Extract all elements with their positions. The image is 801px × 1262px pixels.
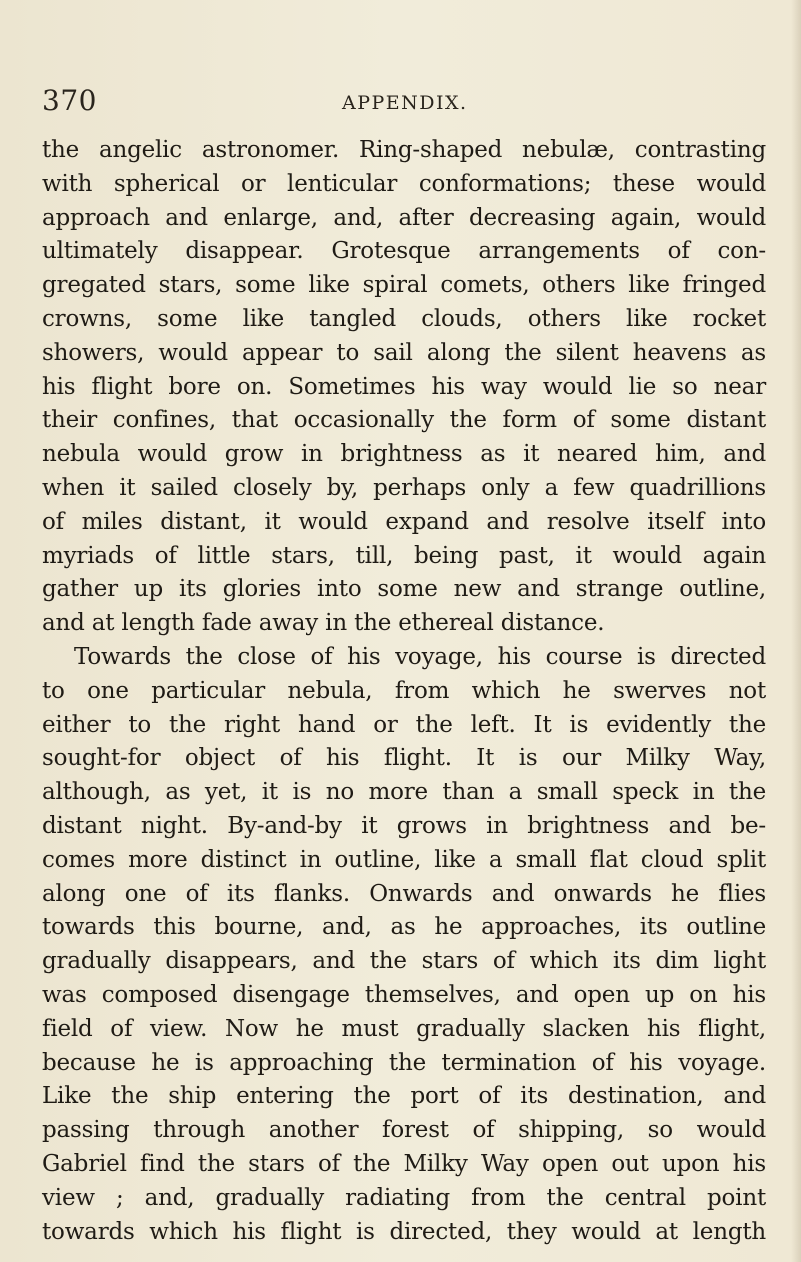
body-text — [42, 134, 766, 1249]
text-line: towards this bourne, and, as he approaches, its outline — [42, 914, 766, 941]
text-line: Towards the close of his voyage, his course is directed — [74, 643, 766, 670]
text-line: although, as yet, it is no more than a small speck in the — [42, 779, 766, 806]
text-line: gradually disappears, and the stars of which its dim light — [42, 948, 766, 975]
text-line: because he is approaching the termination of his voyage. — [42, 1049, 766, 1076]
text-line: crowns, some like tangled clouds, others like rocket — [42, 305, 766, 332]
text-line: distant night. By-and-by it grows in brightness and be- — [42, 812, 766, 839]
text-line: of miles distant, it would expand and resolve itself into — [42, 508, 766, 535]
text-line: when it sailed closely by, perhaps only a few quadrillions — [42, 474, 766, 501]
page-edge-shadow — [791, 0, 801, 1262]
text-line: approach and enlarge, and, after decreasing again, would — [42, 204, 766, 231]
text-line: ultimately disappear. Grotesque arrangements of con- — [42, 238, 766, 265]
text-line: and at length fade away in the ethereal distance. — [42, 610, 605, 637]
text-line: gather up its glories into some new and strange outline, — [42, 576, 766, 603]
text-line: to one particular nebula, from which he swerves not — [42, 677, 766, 704]
text-line: gregated stars, some like spiral comets, others like fringed — [42, 272, 766, 299]
text-line: view ; and, gradually radiating from the central point — [42, 1184, 766, 1211]
text-line: either to the right hand or the left. It is evidently the — [42, 711, 766, 738]
text-line: showers, would appear to sail along the silent heavens as — [42, 339, 766, 366]
text-line: myriads of little stars, till, being past, it would again — [42, 542, 766, 569]
page-header — [42, 84, 468, 124]
text-line: with spherical or lenticular conformations; these would — [42, 170, 766, 197]
text-line: was composed disengage themselves, and open up on his — [42, 981, 766, 1008]
text-line: Gabriel find the stars of the Milky Way open out upon his — [42, 1150, 766, 1177]
text-line: the angelic astronomer. Ring-shaped nebulæ, contrasting — [42, 137, 766, 163]
running-head: APPENDIX. — [342, 92, 468, 114]
text-line: nebula would grow in brightness as it neared him, and — [42, 441, 766, 468]
text-line: passing through another forest of shipping, so would — [42, 1117, 766, 1144]
text-line: Like the ship entering the port of its destination, and — [42, 1083, 766, 1110]
text-line: comes more distinct in outline, like a small flat cloud split — [42, 846, 766, 873]
text-line: their confines, that occasionally the form of some distant — [42, 407, 766, 434]
text-line: towards which his flight is directed, they would at length — [42, 1218, 766, 1245]
text-line: his flight bore on. Sometimes his way would lie so near — [42, 373, 766, 400]
text-line: field of view. Now he must gradually slacken his flight, — [42, 1015, 766, 1042]
page-number: 370 — [42, 84, 97, 117]
text-line: along one of its flanks. Onwards and onwards he flies — [42, 880, 766, 907]
text-line: sought-for object of his flight. It is our Milky Way, — [42, 745, 766, 772]
